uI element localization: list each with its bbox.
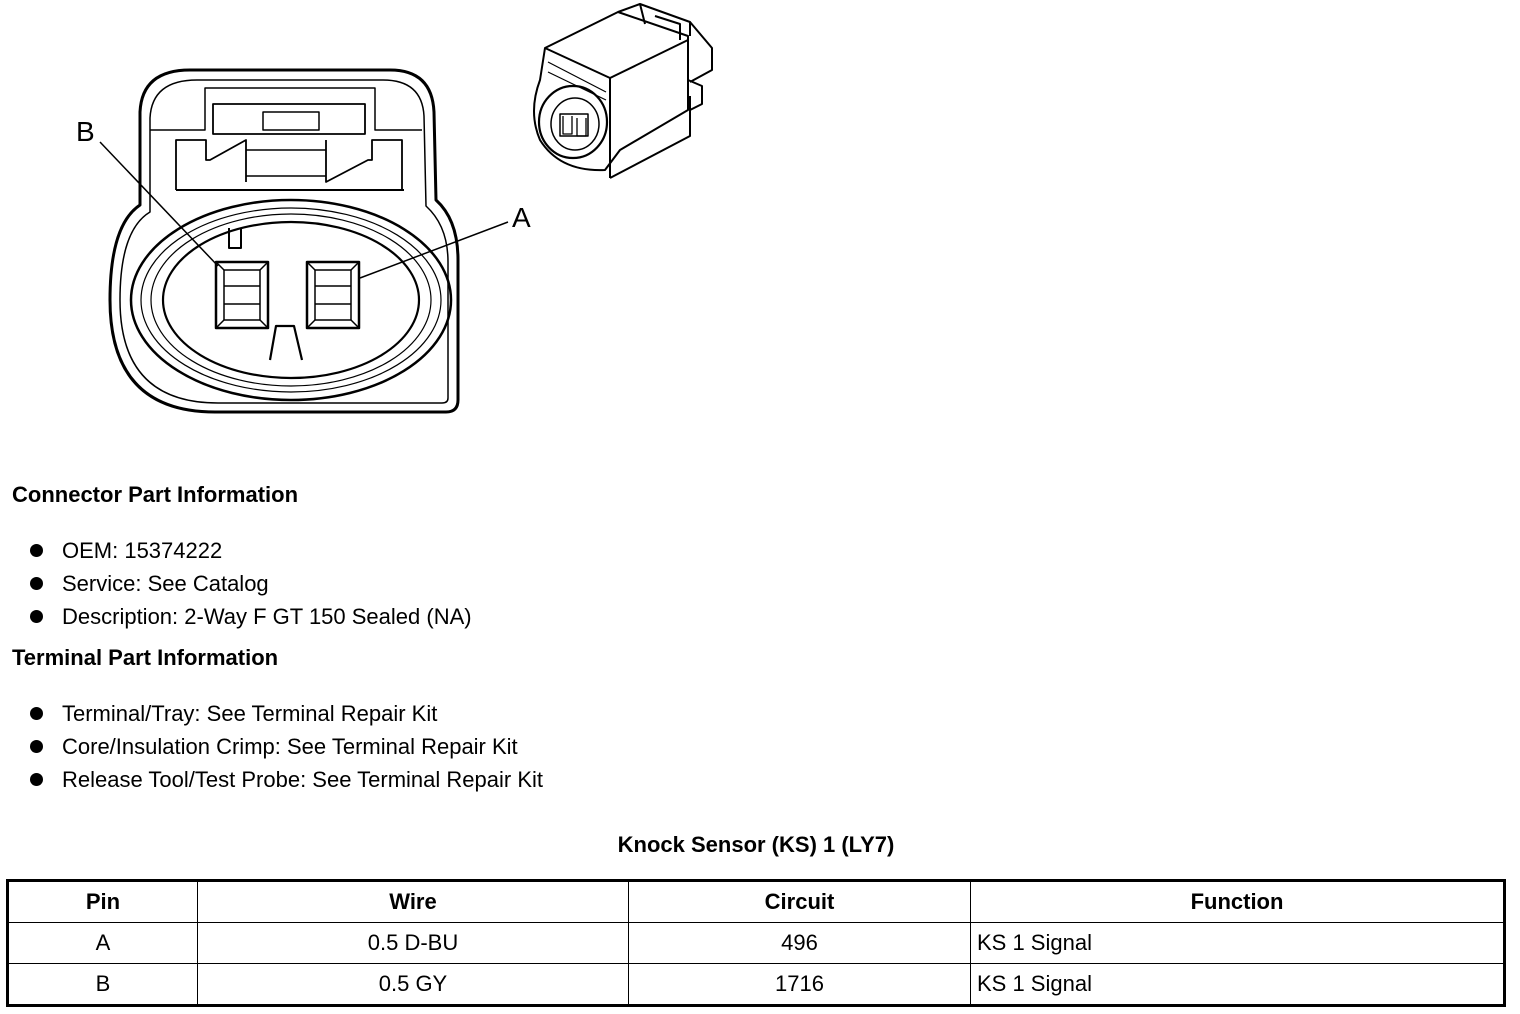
pin-table	[6, 879, 1506, 1007]
column-header-circuit: Circuit	[629, 881, 971, 923]
table-row	[8, 923, 1505, 964]
bullet-icon	[30, 544, 43, 557]
cell-function: KS 1 Signal	[971, 964, 1505, 1006]
bullet-icon	[30, 707, 43, 720]
connector-info-list	[28, 534, 472, 633]
list-item-text: Service: See Catalog	[62, 571, 269, 596]
list-item	[28, 534, 472, 567]
list-item	[28, 567, 472, 600]
cell-wire: 0.5 GY	[198, 964, 629, 1006]
table-row	[8, 964, 1505, 1006]
bullet-icon	[30, 577, 43, 590]
cell-circuit: 496	[629, 923, 971, 964]
list-item-text: Description: 2-Way F GT 150 Sealed (NA)	[62, 604, 472, 629]
bullet-icon	[30, 740, 43, 753]
cell-pin: B	[8, 964, 198, 1006]
column-header-pin: Pin	[8, 881, 198, 923]
list-item	[28, 730, 543, 763]
terminal-info-heading: Terminal Part Information	[12, 645, 279, 670]
list-item-text: Core/Insulation Crimp: See Terminal Repair Kit	[62, 734, 518, 759]
connector-illustration	[0, 0, 760, 430]
cell-wire: 0.5 D-BU	[198, 923, 629, 964]
cell-circuit: 1716	[629, 964, 971, 1006]
list-item-text: Terminal/Tray: See Terminal Repair Kit	[62, 701, 438, 726]
list-item	[28, 600, 472, 633]
connector-face-view	[100, 70, 508, 412]
connector-info-heading: Connector Part Information	[12, 482, 299, 507]
connector-3d-view	[534, 4, 712, 178]
pin-table-title: Knock Sensor (KS) 1 (LY7)	[617, 832, 895, 857]
callout-a: A	[512, 202, 531, 233]
terminal-info-list	[28, 697, 543, 796]
table-header-row	[8, 881, 1505, 923]
column-header-wire: Wire	[198, 881, 629, 923]
list-item-text: OEM: 15374222	[62, 538, 223, 563]
list-item	[28, 763, 543, 796]
column-header-function: Function	[971, 881, 1505, 923]
cell-function: KS 1 Signal	[971, 923, 1505, 964]
bullet-icon	[30, 610, 43, 623]
cell-pin: A	[8, 923, 198, 964]
callout-b: B	[76, 116, 95, 147]
list-item	[28, 697, 543, 730]
bullet-icon	[30, 773, 43, 786]
list-item-text: Release Tool/Test Probe: See Terminal Repair Kit	[62, 767, 543, 792]
